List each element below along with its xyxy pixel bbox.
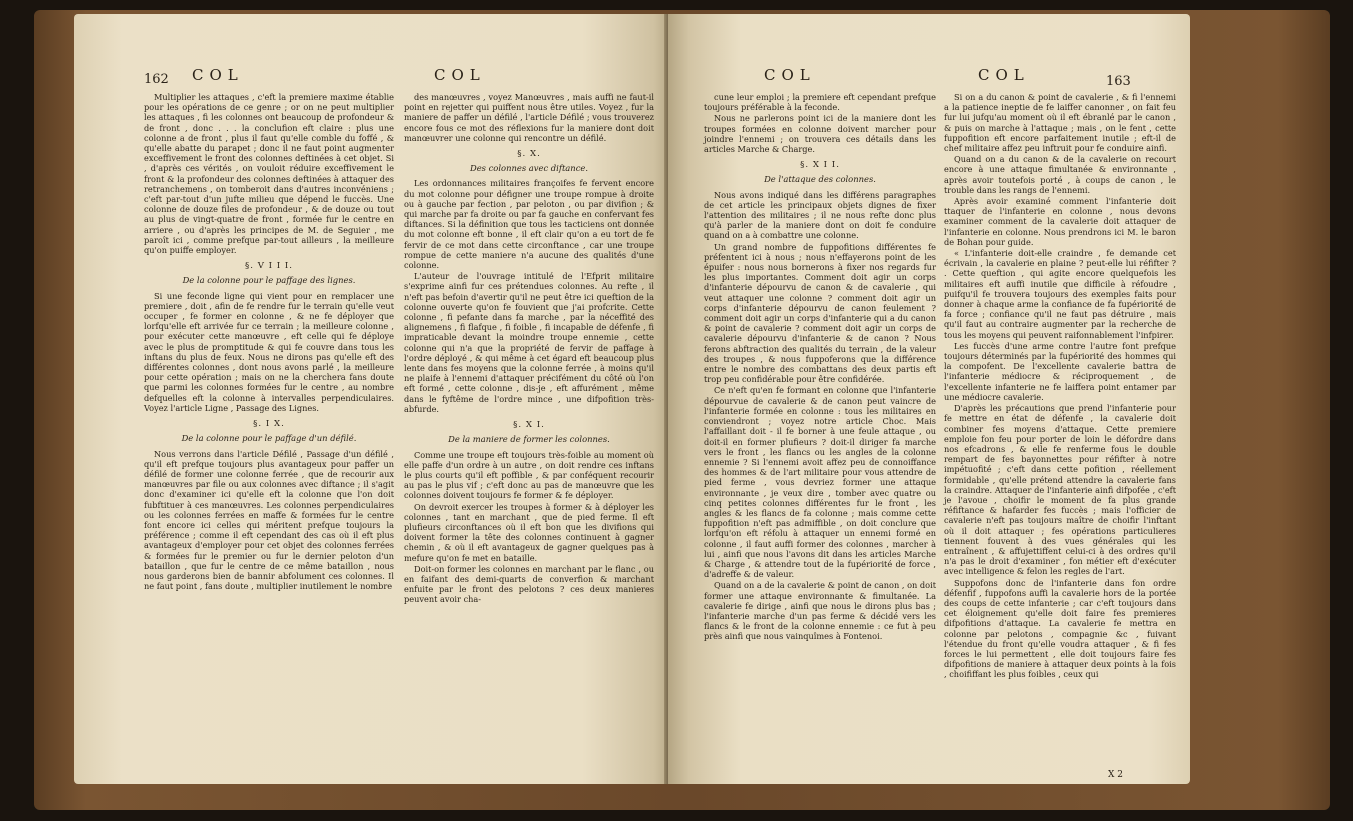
section-subtitle: De la colonne pour le paffage d'un défilé. bbox=[181, 433, 357, 444]
paragraph: Si on a du canon & point de cavalerie , & fi l'ennemi a la patience ineptie de fe laiffer canonner , on fait feu fur lui jufqu'au moment où il eft ébranlé par le canon , & puis on marche à l'attaque ; mais , on le fent , cette fuppofition eft encore parfaitement inutile ; eft-il de chef militaire affez peu inftruit pour fe conduire ainfi. bbox=[944, 92, 1176, 154]
paragraph: des manœuvres , voyez Manœuvres , mais auffi ne faut-il point en rejetter qui puiffent nous être utiles. Voyez , fur la maniere de paffer un défilé , l'article Défilé ; vous trouverez encore fous ce mot des réflexions fur la maniere dont doit manœuvrer une colonne qui rencontre un défilé. bbox=[404, 92, 654, 143]
left-page-column-2 bbox=[404, 92, 654, 606]
running-head-right-2: COL bbox=[978, 66, 1030, 84]
paragraph: D'après les précautions que prend l'infanterie pour fe mettre en état de défenfe , la cavalerie doit combiner fes moyens d'attaque. Cette premiere emploie fon feu pour porter de loin le défordre dans nos efcadrons , & elle fe renferme fous le double rempart de fes bayonnettes pour réfifter à notre impétuofité ; c'eft dans cette pofition , réellement formidable , qu'elle prétend attendre la cavalerie fans la craindre. Attaquer de l'infanterie ainfi difpofée , c'eft je l'avoue , choifir le moment de fa plus grande réfiftance & hafarder fes fuccès ; mais l'officier de cavalerie n'eft pas toujours maître de choifir l'inftant où il doit attaquer ; fes opérations particulieres tiennent fouvent à des vues générales qui les entraînent , & affujettiffent celui-ci à des ordres qu'il n'a pas le droit d'examiner , fon métier eft d'exécuter avec intelligence & felon les regles de l'art. bbox=[944, 403, 1176, 577]
page-number-left: 162 bbox=[144, 72, 169, 87]
paragraph: Quand on a du canon & de la cavalerie on recourt encore à une attaque fimultanée & environnante , après avoir toutefois porté , à coups de canon , le trouble dans les rangs de l'ennemi. bbox=[944, 154, 1176, 195]
left-page bbox=[74, 14, 672, 784]
paragraph: Doit-on former les colonnes en marchant par le flanc , ou en faifant des demi-quarts de converfion & marchant enfuite par le front des pelotons ? ces deux manieres peuvent avoir cha- bbox=[404, 563, 654, 605]
signature-mark: X 2 bbox=[1108, 770, 1123, 780]
paragraph: « L'infanterie doit-elle craindre , fe demande cet écrivain , la cavalerie en plaine ? peut-elle lui réfifter ? . Cette queftion , qui agite encore quelquefois les militaires eft auffi inutile que difficile à réfoudre , puifqu'il fe trouvera toujours des exemples faits pour donner à chaque arme la confiance de fa fupériorité de fa force ; confiance qu'il ne faut pas détruire , mais qu'il faut au contraire augmenter par la recherche de tous les moyens qui peuvent raifonnablement l'infpirer. bbox=[944, 248, 1176, 340]
paragraph: Après avoir examiné comment l'infanterie doit ttaquer de l'infanterie en colonne , nous devons examiner comment de la cavalerie doit attaquer de l'infanterie en colonne. Nous prendrons ici M. le baron de Bohan pour guide. bbox=[944, 196, 1176, 247]
paragraph: Ce n'eft qu'en fe formant en colonne que l'infanterie dépourvue de cavalerie & de canon peut vaincre de l'infanterie formée en colonne : tous les militaires en conviendront ; voyez notre article Choc. Mais l'affaillant doit - il fe borner à une feule attaque , ou doit-il en former plufieurs ? doit-il diriger fa marche vers le front , les flancs ou les angles de la colonne ennemie ? Si l'ennemi avoit affez peu de connoiffance des hommes & de l'art militaire pour vous attendre de pied ferme , vous devriez former une attaque environnante , je veux dire , tomber avec quatre ou cinq petites colonnes différentes fur le front , les angles & les flancs de fa colonne ; mais comme cette fuppofition n'eft pas admiffible , on doit conclure que lorfqu'on eft réfolu à attaquer un ennemi formé en colonne , il faut auffi former des colonnes , marcher à lui , ainfi que nous l'avons dit dans les articles Marche & Charge , & attendre tout de la fupériorité de force , d'adreffe & de valeur. bbox=[704, 385, 936, 580]
paragraph: Suppofons donc de l'infanterie dans fon ordre défenfif , fuppofons auffi la cavalerie hors de la portée des coups de cette infanterie ; car c'eft toujours dans cet éloignement qu'elle doit faire fes premieres difpofitions d'attaque. La cavalerie fe mettra en colonne par pelotons , compagnie &c , fuivant l'étendue du front qu'elle voudra attaquer , & fi fes forces le lui permettent , elle doit toujours faire fes difpofitions de maniere à attaquer deux points à la fois , choififfant les plus foibles , ceux qui bbox=[944, 577, 1176, 680]
running-head-right-1: COL bbox=[764, 66, 816, 84]
paragraph: Si une feconde ligne qui vient pour en remplacer une premiere , doit , afin de fe rendre fur le terrain qu'elle veut occuper , fe former en colonne , & ne fe déployer que lorfqu'elle eft arrivée fur ce terrain ; la meilleure colonne , pour exécuter cette manœuvre , eft celle qui fe déploye avec le plus de promptitude & qui fe couvre dans tous les inftans du plus de feux. Nous ne dirons pas qu'elle eft des différentes colonnes , dont nous avons parlé , la meilleure pour cette opération ; mais on ne la cherchera fans doute que parmi les colonnes formées fur le centre , au nombre defquelles eft la colonne à intervalles perpendiculaires. Voyez l'article Ligne , Passage des Lignes. bbox=[144, 290, 394, 413]
section-heading: §. X. bbox=[517, 149, 541, 160]
right-page bbox=[668, 14, 1190, 784]
paragraph: L'auteur de l'ouvrage intitulé de l'Efprit militaire s'exprime ainfi fur ces prétendues colonnes. Au refte , il n'eft pas befoin d'avertir qu'il ne peut être ici queftion de la colonne ouverte qu'on fe fouvient que j'ai profcrite. Cette colonne , fi pefante dans fa marche , par la néceffité des alignemens , fi flafque , fi foible , fi incapable de défenfe , fi impraticable devant la moindre troupe ennemie , cette colonne qui n'a que la propriété de fervir de paffage à l'ordre déployé , & qui même à cet égard eft beaucoup plus lente dans fes moyens que la colonne ferrée , à moins qu'il ne plaife à l'ennemi d'attaquer précifément du côté où l'on eft formé , cette colonne , dis-je , eft affurément , même dans le fyftême de l'ordre mince , une difpofition très-abfurde. bbox=[404, 271, 654, 414]
paragraph: Quand on a de la cavalerie & point de canon , on doit former une attaque environnante & fimultanée. La cavalerie fe dirige , ainfi que nous le dirons plus bas ; l'infanterie marche d'un pas ferme & décidé vers les flancs & le front de la colonne ennemie : ce fut à peu près ainfi que nous vainquîmes à Fontenoi. bbox=[704, 580, 936, 642]
section-subtitle: De la maniere de former les colonnes. bbox=[448, 434, 610, 445]
paragraph: Les fuccès d'une arme contre l'autre font prefque toujours déterminés par la fupériorité des hommes qui la compofent. De l'excellente cavalerie battra de l'infanterie médiocre & réciproquement , de l'excellente infanterie ne fe laiffera point entamer par une médiocre cavalerie. bbox=[944, 340, 1176, 402]
section-heading: §. X I. bbox=[513, 420, 545, 431]
section-subtitle: Des colonnes avec diftance. bbox=[469, 163, 589, 174]
paragraph: Multiplier les attaques , c'eft la premiere maxime établie pour les opérations de ce genre ; or on ne peut multiplier les attaques , fi les colonnes ont beaucoup de profondeur & de front , donc . . . la conclufion eft claire : plus une colonne a de front , plus il faut qu'elle comble du foffé , & qu'elle abatte du parapet ; donc il ne faut point augmenter exceffivement le front des colonnes deftinées à cet objet. Si , d'après ces vérités , on vouloit réduire exceffivement le front & la profondeur des colonnes deftinées à attaquer des retranchemens , on tomberoit dans d'autres inconvéniens ; c'eft par-tout d'un jufte milieu que dépend le fuccès. Une colonne de douze files de profondeur , & de douze ou tout au plus de vingt-quatre de front , formée fur le centre en arriere , ou d'après les principes de M. de Seguier , me paroît ici , comme prefque par-tout ailleurs , la meilleure qu'on puiffe employer. bbox=[144, 92, 394, 256]
section-subtitle: De l'attaque des colonnes. bbox=[764, 174, 876, 185]
page-number-right: 163 bbox=[1106, 74, 1131, 89]
paragraph: Les ordonnances militaires françoifes fe fervent encore du mot colonne pour défigner une troupe rompue à droite ou à gauche par fection , par peloton , ou par divifion ; & qui marche par fa droite ou par fa gauche en confervant fes diftances. Si la définition que tous les tacticiens ont donnée du mot colonne eft bonne , il eft clair qu'on a eu tort de fe fervir de ce mot dans cette circonftance , car une troupe rompue de cette maniere n'a aucune des qualités d'une colonne. bbox=[404, 178, 654, 271]
running-head-left-2: COL bbox=[434, 66, 486, 84]
paragraph: Comme une troupe eft toujours très-foible au moment où elle paffe d'un ordre à un autre , on doit rendre ces inftans le plus courts qu'il eft poffible , & par conféquent recourir au pas le plus vif ; c'eft donc au pas de manœuvre que les colonnes doivent toujours fe former & fe déployer. bbox=[404, 449, 654, 501]
paragraph: Nous avons indiqué dans les différens paragraphes de cet article les principaux objets dignes de fixer l'attention des militaires ; il ne nous refte donc plus qu'à parler de la maniere dont on doit fe conduire quand on a à combattre une colonne. bbox=[704, 189, 936, 241]
paragraph: Un grand nombre de fuppofitions différentes fe préfentent ici à nous ; nous n'effayerons point de les épuifer : nous nous bornerons à fixer nos regards fur les plus importantes. Comment doit agir un corps d'infanterie dépourvu de canon & de cavalerie , qui veut attaquer une colonne ? comment doit agir un corps d'infanterie dépourvu de canon feulement ? comment doit agir un corps d'infanterie qui a du canon & point de cavalerie ? comment doit agir un corps de cavalerie dépourvu d'infanterie & de canon ? Nous ferons abftraction des qualités du terrain , de la valeur des troupes , & nous fuppoferons que la différence entre le nombre des combattans des deux partis eft trop peu confidérable pour être confidérée. bbox=[704, 241, 936, 385]
paragraph: cune leur emploi ; la premiere eft cependant prefque toujours préférable à la feconde. bbox=[704, 92, 936, 113]
paragraph: On devroit exercer les troupes à former & à déployer les colonnes , tant en marchant , que de pied ferme. Il eft plufieurs circonftances où il eft bon que les divifions qui doivent former la tête des colonnes continuent à gagner chemin , & où il eft avantageux de gagner quelques pas à mefure qu'on fe met en bataille. bbox=[404, 501, 654, 563]
left-page-column-1 bbox=[144, 92, 394, 592]
running-head-left-1: COL bbox=[192, 66, 244, 84]
paragraph: Nous ne parlerons point ici de la maniere dont les troupes formées en colonne doivent marcher pour joindre l'ennemi ; on trouvera ces détails dans les articles Marche & Charge. bbox=[704, 113, 936, 155]
right-page-column-2 bbox=[944, 92, 1176, 681]
right-page-column-1 bbox=[704, 92, 936, 643]
section-heading: §. X I I. bbox=[800, 160, 840, 171]
section-subtitle: De la colonne pour le paffage des lignes. bbox=[182, 275, 356, 286]
section-heading: §. V I I I. bbox=[244, 261, 294, 272]
section-heading: §. I X. bbox=[253, 419, 285, 430]
paragraph: Nous verrons dans l'article Défilé , Passage d'un défilé , qu'il eft prefque toujours plus avantageux pour paffer un défilé de former une colonne ferrée , que de recourir aux manœuvres par file ou aux colonnes avec diftance ; il s'agit donc d'examiner ici qu'elle eft la colonne que l'on doit fubftituer à ces manœuvres. Les colonnes perpendiculaires ou les colonnes ferrées en maffe & formées fur le centre font encore ici celles qui méritent prefque toujours la préférence ; comme il eft cependant des cas où il eft plus avantageux d'employer pour cet objet des colonnes ferrées & formées fur le premier ou fur le dernier peloton d'un bataillon , que fur le centre de ce même bataillon , nous nous garderons bien de bannir abfolument ces colonnes. Il ne faut point , fans doute , multiplier inutilement le nombre bbox=[144, 448, 394, 592]
